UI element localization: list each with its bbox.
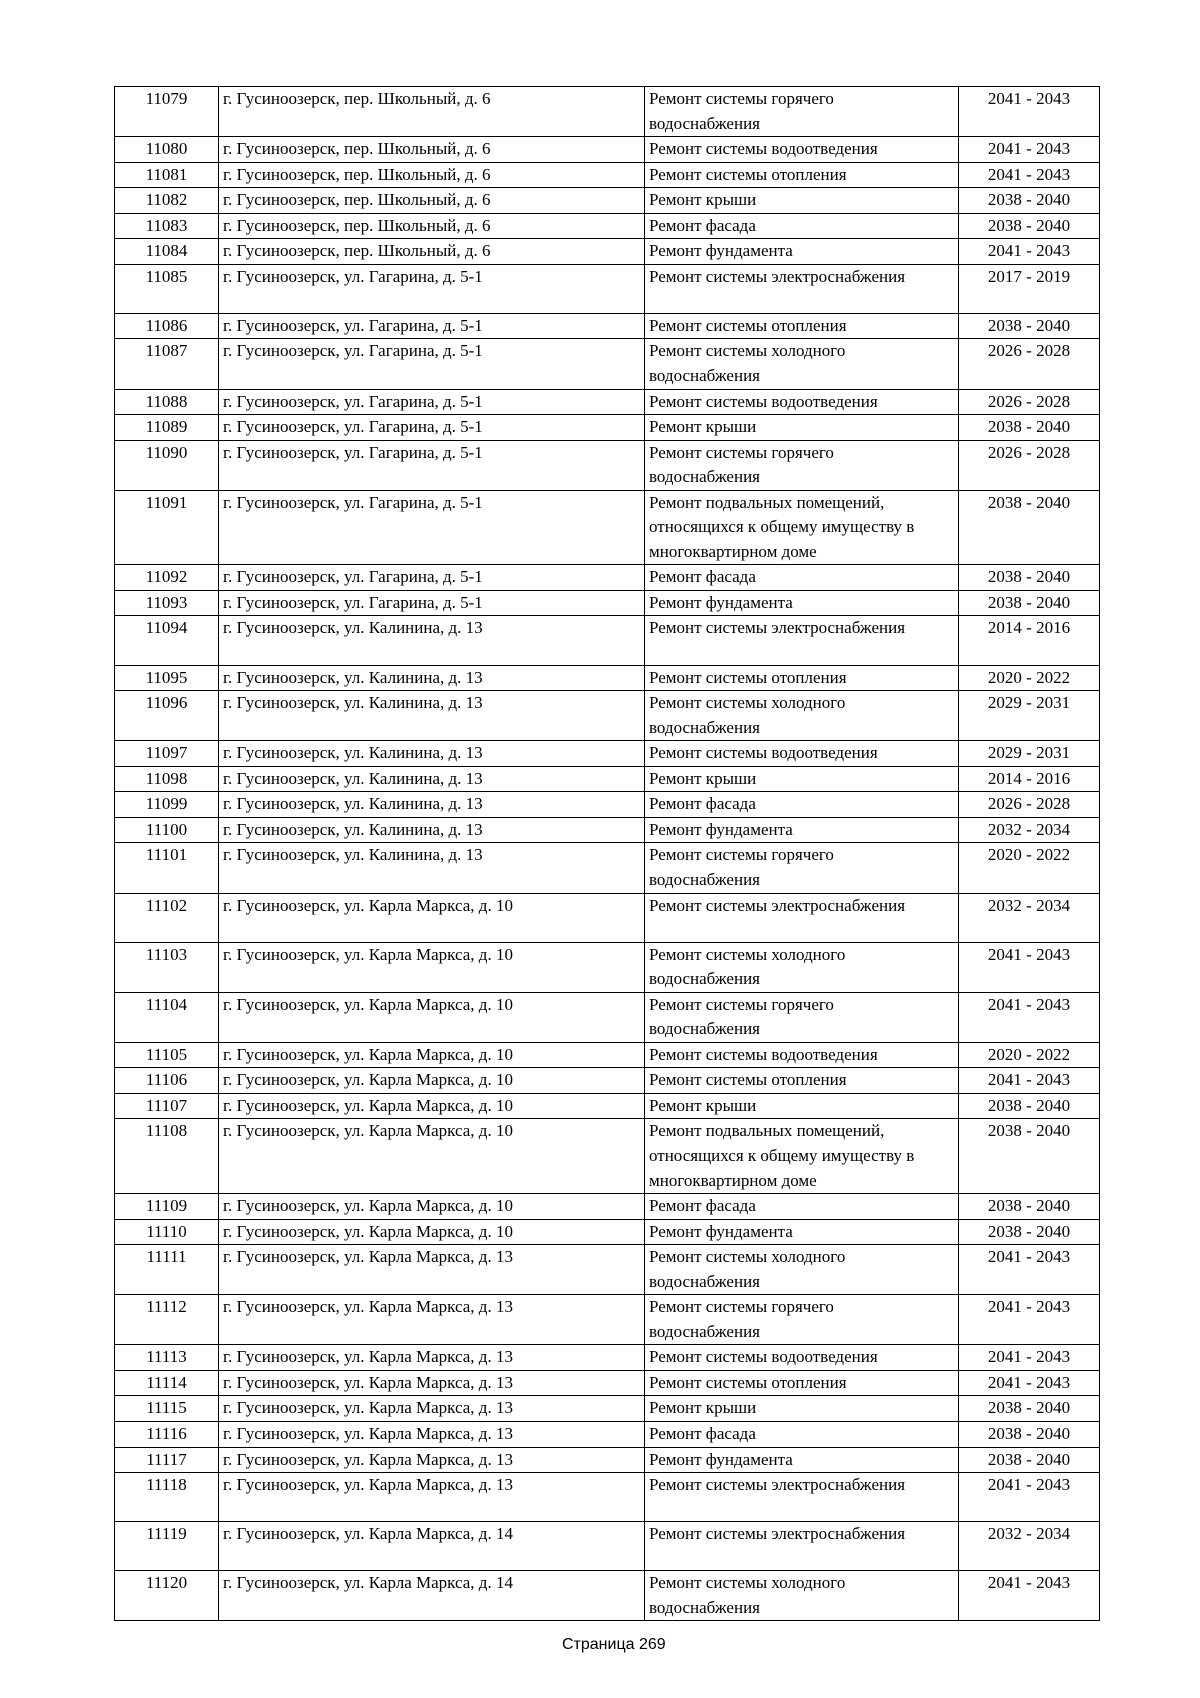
period-cell: 2026 - 2028 — [959, 339, 1100, 389]
row-number-cell: 11095 — [115, 665, 219, 691]
table-row — [115, 1447, 1100, 1473]
work-type-cell: Ремонт системы электроснабжения — [645, 264, 959, 313]
address-cell: г. Гусиноозерск, ул. Карла Маркса, д. 13 — [219, 1473, 645, 1522]
period-cell: 2038 - 2040 — [959, 213, 1100, 239]
table-row — [115, 339, 1100, 389]
period-cell: 2041 - 2043 — [959, 87, 1100, 137]
period-cell: 2038 - 2040 — [959, 1396, 1100, 1422]
work-type-cell: Ремонт системы горячего водоснабжения — [645, 440, 959, 490]
address-cell: г. Гусиноозерск, ул. Гагарина, д. 5-1 — [219, 339, 645, 389]
table-row — [115, 1068, 1100, 1094]
period-cell: 2038 - 2040 — [959, 1219, 1100, 1245]
repair-schedule-table — [114, 86, 1100, 1621]
row-number-cell: 11103 — [115, 942, 219, 992]
table-row — [115, 213, 1100, 239]
work-type-cell: Ремонт системы холодного водоснабжения — [645, 1245, 959, 1295]
address-cell: г. Гусиноозерск, ул. Калинина, д. 13 — [219, 741, 645, 767]
work-type-cell: Ремонт системы отопления — [645, 1370, 959, 1396]
table-row — [115, 843, 1100, 893]
address-cell: г. Гусиноозерск, ул. Карла Маркса, д. 13 — [219, 1396, 645, 1422]
address-cell: г. Гусиноозерск, ул. Карла Маркса, д. 10 — [219, 893, 645, 942]
table-body — [115, 87, 1100, 1621]
row-number-cell: 11087 — [115, 339, 219, 389]
period-cell: 2014 - 2016 — [959, 766, 1100, 792]
row-number-cell: 11120 — [115, 1571, 219, 1621]
work-type-cell: Ремонт системы водоотведения — [645, 741, 959, 767]
row-number-cell: 11091 — [115, 490, 219, 565]
period-cell: 2038 - 2040 — [959, 565, 1100, 591]
row-number-cell: 11116 — [115, 1421, 219, 1447]
period-cell: 2026 - 2028 — [959, 389, 1100, 415]
work-type-cell: Ремонт системы горячего водоснабжения — [645, 843, 959, 893]
row-number-cell: 11089 — [115, 415, 219, 441]
table-row — [115, 1522, 1100, 1571]
work-type-cell: Ремонт системы электроснабжения — [645, 616, 959, 665]
address-cell: г. Гусиноозерск, ул. Карла Маркса, д. 13 — [219, 1447, 645, 1473]
work-type-cell: Ремонт системы электроснабжения — [645, 893, 959, 942]
page-number: Страница 269 — [562, 1636, 666, 1653]
work-type-cell: Ремонт системы водоотведения — [645, 1042, 959, 1068]
address-cell: г. Гусиноозерск, ул. Карла Маркса, д. 13 — [219, 1345, 645, 1371]
table-row — [115, 137, 1100, 163]
address-cell: г. Гусиноозерск, ул. Карла Маркса, д. 14 — [219, 1522, 645, 1571]
work-type-cell: Ремонт системы холодного водоснабжения — [645, 942, 959, 992]
work-type-cell: Ремонт подвальных помещений, относящихся к общему имуществу в многоквартирном доме — [645, 490, 959, 565]
work-type-cell: Ремонт системы водоотведения — [645, 389, 959, 415]
period-cell: 2020 - 2022 — [959, 843, 1100, 893]
address-cell: г. Гусиноозерск, ул. Карла Маркса, д. 10 — [219, 942, 645, 992]
address-cell: г. Гусиноозерск, пер. Школьный, д. 6 — [219, 87, 645, 137]
row-number-cell: 11096 — [115, 691, 219, 741]
work-type-cell: Ремонт фасада — [645, 1194, 959, 1220]
address-cell: г. Гусиноозерск, ул. Гагарина, д. 5-1 — [219, 313, 645, 339]
row-number-cell: 11090 — [115, 440, 219, 490]
work-type-cell: Ремонт системы горячего водоснабжения — [645, 1295, 959, 1345]
period-cell: 2014 - 2016 — [959, 616, 1100, 665]
table-row — [115, 162, 1100, 188]
row-number-cell: 11080 — [115, 137, 219, 163]
period-cell: 2041 - 2043 — [959, 1295, 1100, 1345]
row-number-cell: 11088 — [115, 389, 219, 415]
table-row — [115, 313, 1100, 339]
period-cell: 2038 - 2040 — [959, 1119, 1100, 1194]
address-cell: г. Гусиноозерск, пер. Школьный, д. 6 — [219, 188, 645, 214]
table-row — [115, 264, 1100, 313]
address-cell: г. Гусиноозерск, ул. Карла Маркса, д. 10 — [219, 1042, 645, 1068]
work-type-cell: Ремонт системы горячего водоснабжения — [645, 87, 959, 137]
row-number-cell: 11092 — [115, 565, 219, 591]
work-type-cell: Ремонт системы водоотведения — [645, 137, 959, 163]
table-row — [115, 490, 1100, 565]
work-type-cell: Ремонт крыши — [645, 1396, 959, 1422]
table-row — [115, 1345, 1100, 1371]
table-row — [115, 440, 1100, 490]
row-number-cell: 11083 — [115, 213, 219, 239]
table-row — [115, 87, 1100, 137]
address-cell: г. Гусиноозерск, пер. Школьный, д. 6 — [219, 162, 645, 188]
work-type-cell: Ремонт системы водоотведения — [645, 1345, 959, 1371]
period-cell: 2041 - 2043 — [959, 137, 1100, 163]
work-type-cell: Ремонт крыши — [645, 415, 959, 441]
row-number-cell: 11081 — [115, 162, 219, 188]
work-type-cell: Ремонт фасада — [645, 565, 959, 591]
period-cell: 2038 - 2040 — [959, 1093, 1100, 1119]
work-type-cell: Ремонт системы электроснабжения — [645, 1473, 959, 1522]
period-cell: 2026 - 2028 — [959, 792, 1100, 818]
row-number-cell: 11105 — [115, 1042, 219, 1068]
row-number-cell: 11084 — [115, 239, 219, 265]
row-number-cell: 11100 — [115, 817, 219, 843]
work-type-cell: Ремонт системы холодного водоснабжения — [645, 691, 959, 741]
table-row — [115, 415, 1100, 441]
table-row — [115, 1194, 1100, 1220]
period-cell: 2041 - 2043 — [959, 1068, 1100, 1094]
work-type-cell: Ремонт системы холодного водоснабжения — [645, 1571, 959, 1621]
period-cell: 2032 - 2034 — [959, 893, 1100, 942]
table-row — [115, 691, 1100, 741]
period-cell: 2038 - 2040 — [959, 188, 1100, 214]
address-cell: г. Гусиноозерск, ул. Калинина, д. 13 — [219, 616, 645, 665]
address-cell: г. Гусиноозерск, ул. Карла Маркса, д. 14 — [219, 1571, 645, 1621]
work-type-cell: Ремонт системы отопления — [645, 665, 959, 691]
row-number-cell: 11110 — [115, 1219, 219, 1245]
row-number-cell: 11097 — [115, 741, 219, 767]
table-row — [115, 565, 1100, 591]
work-type-cell: Ремонт фундамента — [645, 590, 959, 616]
row-number-cell: 11109 — [115, 1194, 219, 1220]
table-row — [115, 1396, 1100, 1422]
work-type-cell: Ремонт фасада — [645, 792, 959, 818]
address-cell: г. Гусиноозерск, ул. Калинина, д. 13 — [219, 766, 645, 792]
row-number-cell: 11107 — [115, 1093, 219, 1119]
address-cell: г. Гусиноозерск, ул. Гагарина, д. 5-1 — [219, 490, 645, 565]
table-row — [115, 188, 1100, 214]
row-number-cell: 11117 — [115, 1447, 219, 1473]
row-number-cell: 11098 — [115, 766, 219, 792]
address-cell: г. Гусиноозерск, ул. Калинина, д. 13 — [219, 665, 645, 691]
row-number-cell: 11111 — [115, 1245, 219, 1295]
table-row — [115, 665, 1100, 691]
table-row — [115, 1219, 1100, 1245]
address-cell: г. Гусиноозерск, ул. Калинина, д. 13 — [219, 843, 645, 893]
period-cell: 2032 - 2034 — [959, 1522, 1100, 1571]
table-row — [115, 766, 1100, 792]
period-cell: 2029 - 2031 — [959, 741, 1100, 767]
table-row — [115, 389, 1100, 415]
address-cell: г. Гусиноозерск, ул. Гагарина, д. 5-1 — [219, 389, 645, 415]
period-cell: 2017 - 2019 — [959, 264, 1100, 313]
address-cell: г. Гусиноозерск, ул. Карла Маркса, д. 10 — [219, 1119, 645, 1194]
address-cell: г. Гусиноозерск, ул. Карла Маркса, д. 13 — [219, 1295, 645, 1345]
row-number-cell: 11112 — [115, 1295, 219, 1345]
work-type-cell: Ремонт фасада — [645, 213, 959, 239]
table-row — [115, 1093, 1100, 1119]
address-cell: г. Гусиноозерск, ул. Гагарина, д. 5-1 — [219, 415, 645, 441]
work-type-cell: Ремонт системы электроснабжения — [645, 1522, 959, 1571]
table-row — [115, 1119, 1100, 1194]
table-row — [115, 1571, 1100, 1621]
period-cell: 2032 - 2034 — [959, 817, 1100, 843]
table-row — [115, 942, 1100, 992]
row-number-cell: 11104 — [115, 992, 219, 1042]
row-number-cell: 11106 — [115, 1068, 219, 1094]
address-cell: г. Гусиноозерск, ул. Карла Маркса, д. 10 — [219, 1093, 645, 1119]
table-row — [115, 893, 1100, 942]
address-cell: г. Гусиноозерск, пер. Школьный, д. 6 — [219, 137, 645, 163]
period-cell: 2041 - 2043 — [959, 1571, 1100, 1621]
row-number-cell: 11094 — [115, 616, 219, 665]
row-number-cell: 11114 — [115, 1370, 219, 1396]
row-number-cell: 11119 — [115, 1522, 219, 1571]
table-row — [115, 992, 1100, 1042]
table-row — [115, 741, 1100, 767]
work-type-cell: Ремонт крыши — [645, 766, 959, 792]
row-number-cell: 11101 — [115, 843, 219, 893]
table-row — [115, 1042, 1100, 1068]
address-cell: г. Гусиноозерск, ул. Гагарина, д. 5-1 — [219, 590, 645, 616]
row-number-cell: 11113 — [115, 1345, 219, 1371]
address-cell: г. Гусиноозерск, пер. Школьный, д. 6 — [219, 239, 645, 265]
table-row — [115, 616, 1100, 665]
period-cell: 2020 - 2022 — [959, 665, 1100, 691]
period-cell: 2038 - 2040 — [959, 313, 1100, 339]
work-type-cell: Ремонт подвальных помещений, относящихся к общему имуществу в многоквартирном доме — [645, 1119, 959, 1194]
work-type-cell: Ремонт системы отопления — [645, 162, 959, 188]
row-number-cell: 11085 — [115, 264, 219, 313]
row-number-cell: 11093 — [115, 590, 219, 616]
period-cell: 2041 - 2043 — [959, 992, 1100, 1042]
address-cell: г. Гусиноозерск, ул. Калинина, д. 13 — [219, 792, 645, 818]
table-row — [115, 1245, 1100, 1295]
address-cell: г. Гусиноозерск, ул. Карла Маркса, д. 10 — [219, 1194, 645, 1220]
period-cell: 2038 - 2040 — [959, 490, 1100, 565]
row-number-cell: 11086 — [115, 313, 219, 339]
table-row — [115, 590, 1100, 616]
period-cell: 2038 - 2040 — [959, 1421, 1100, 1447]
row-number-cell: 11102 — [115, 893, 219, 942]
row-number-cell: 11108 — [115, 1119, 219, 1194]
row-number-cell: 11082 — [115, 188, 219, 214]
period-cell: 2038 - 2040 — [959, 415, 1100, 441]
work-type-cell: Ремонт системы отопления — [645, 313, 959, 339]
address-cell: г. Гусиноозерск, ул. Калинина, д. 13 — [219, 817, 645, 843]
address-cell: г. Гусиноозерск, ул. Карла Маркса, д. 10 — [219, 1219, 645, 1245]
work-type-cell: Ремонт системы горячего водоснабжения — [645, 992, 959, 1042]
period-cell: 2041 - 2043 — [959, 162, 1100, 188]
work-type-cell: Ремонт фасада — [645, 1421, 959, 1447]
period-cell: 2038 - 2040 — [959, 1447, 1100, 1473]
address-cell: г. Гусиноозерск, ул. Гагарина, д. 5-1 — [219, 440, 645, 490]
period-cell: 2041 - 2043 — [959, 942, 1100, 992]
period-cell: 2029 - 2031 — [959, 691, 1100, 741]
period-cell: 2020 - 2022 — [959, 1042, 1100, 1068]
table-row — [115, 239, 1100, 265]
period-cell: 2038 - 2040 — [959, 1194, 1100, 1220]
period-cell: 2041 - 2043 — [959, 1245, 1100, 1295]
work-type-cell: Ремонт системы отопления — [645, 1068, 959, 1094]
work-type-cell: Ремонт фундамента — [645, 239, 959, 265]
work-type-cell: Ремонт фундамента — [645, 817, 959, 843]
row-number-cell: 11115 — [115, 1396, 219, 1422]
address-cell: г. Гусиноозерск, ул. Карла Маркса, д. 10 — [219, 1068, 645, 1094]
table-row — [115, 1295, 1100, 1345]
period-cell: 2026 - 2028 — [959, 440, 1100, 490]
period-cell: 2041 - 2043 — [959, 1473, 1100, 1522]
work-type-cell: Ремонт фундамента — [645, 1219, 959, 1245]
address-cell: г. Гусиноозерск, ул. Карла Маркса, д. 13 — [219, 1245, 645, 1295]
period-cell: 2038 - 2040 — [959, 590, 1100, 616]
table-row — [115, 792, 1100, 818]
work-type-cell: Ремонт крыши — [645, 188, 959, 214]
row-number-cell: 11079 — [115, 87, 219, 137]
row-number-cell: 11118 — [115, 1473, 219, 1522]
period-cell: 2041 - 2043 — [959, 1345, 1100, 1371]
period-cell: 2041 - 2043 — [959, 1370, 1100, 1396]
work-type-cell: Ремонт системы холодного водоснабжения — [645, 339, 959, 389]
table-row — [115, 1421, 1100, 1447]
work-type-cell: Ремонт крыши — [645, 1093, 959, 1119]
address-cell: г. Гусиноозерск, ул. Карла Маркса, д. 10 — [219, 992, 645, 1042]
address-cell: г. Гусиноозерск, ул. Калинина, д. 13 — [219, 691, 645, 741]
address-cell: г. Гусиноозерск, ул. Гагарина, д. 5-1 — [219, 565, 645, 591]
address-cell: г. Гусиноозерск, пер. Школьный, д. 6 — [219, 213, 645, 239]
table-row — [115, 1473, 1100, 1522]
address-cell: г. Гусиноозерск, ул. Гагарина, д. 5-1 — [219, 264, 645, 313]
address-cell: г. Гусиноозерск, ул. Карла Маркса, д. 13 — [219, 1421, 645, 1447]
row-number-cell: 11099 — [115, 792, 219, 818]
table-row — [115, 1370, 1100, 1396]
period-cell: 2041 - 2043 — [959, 239, 1100, 265]
address-cell: г. Гусиноозерск, ул. Карла Маркса, д. 13 — [219, 1370, 645, 1396]
table-row — [115, 817, 1100, 843]
work-type-cell: Ремонт фундамента — [645, 1447, 959, 1473]
